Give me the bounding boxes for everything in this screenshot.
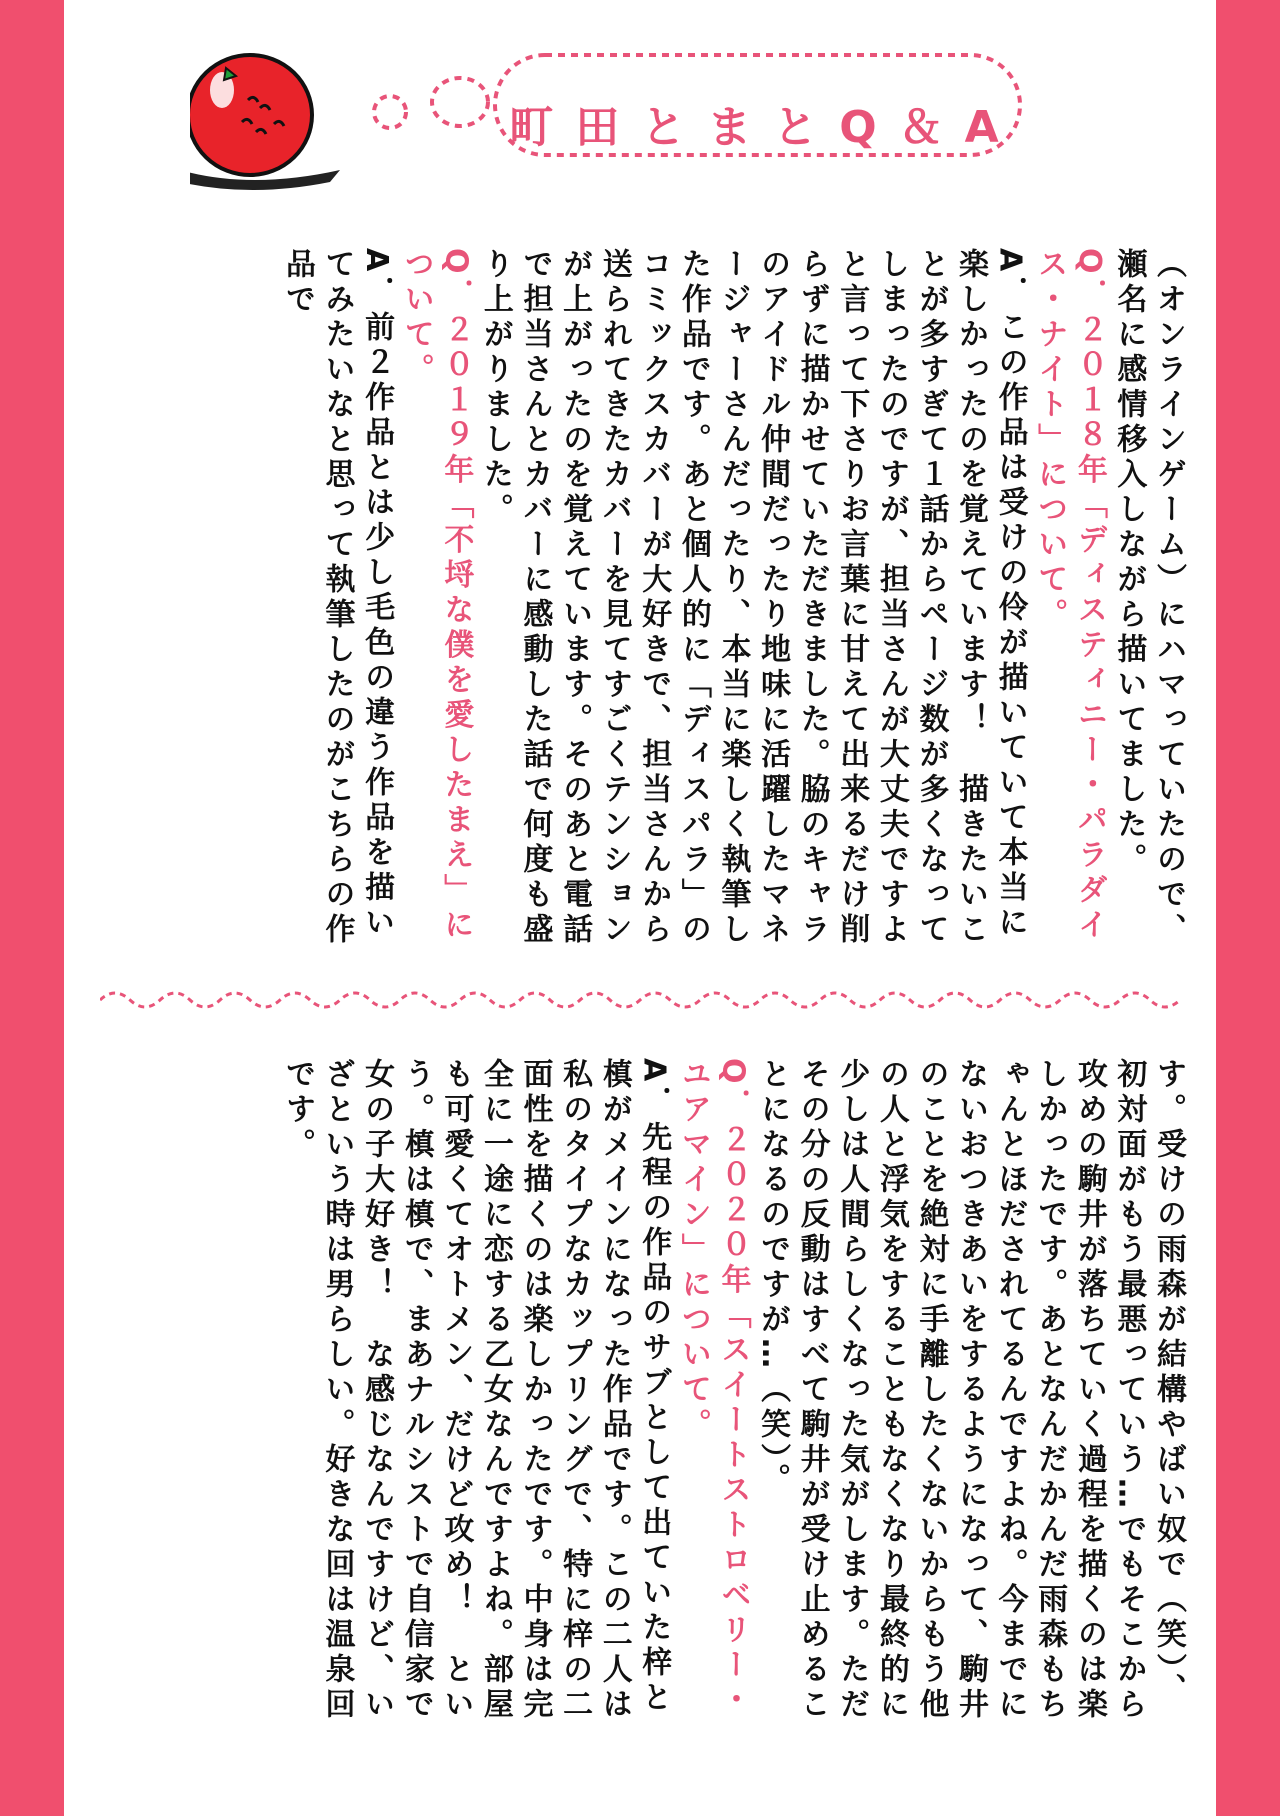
tomato-character-icon: [190, 55, 312, 175]
answer-paragraph: A．前２作品とは少し毛色の違う作品を描いてみたいなと思って執筆したのがこちらの作品で: [279, 248, 395, 948]
question-heading: Q．２０１８年「ディスティニー・パラダイス・ナイト」について。: [1032, 248, 1107, 944]
answer-paragraph: A．この作品は受けの伶が描いていて本当に楽しかったのを覚えています！ 描きたいことが多すぎて１話からページ数が多くなってしまったのですが、担当さんが大丈夫ですよと言って下さりお言葉に甘えて出来るだけ削らずに描かせていただきました。脇のキャラのアイドル仲間だったり地味に活躍したマネージャーさんだったり、本当に楽しく執筆した作品です。あと個人的に「ディスパラ」のコミックスカバーが大好きで、担当さんから送られてきたカバーを見てすごくテンションが上がったのを覚えています。そのあと電話で担当さんとカバーに感動した話で何度も盛り上がりました。: [477, 248, 1028, 948]
qa-section-bottom: [148, 1058, 1188, 1738]
right-side-bar: [1216, 0, 1280, 1816]
answer-paragraph: す。受けの雨森が結構やばい奴で（笑）、初対面がもう最悪っていう…でもそこから攻めの駒井が落ちていく過程を描くのは楽しかったです。あとなんだかんだ雨森もちゃんとほだされてるんですよね。今までにないおつきあいをするようになって、駒井のことを絶対に手離したくないからもう他の人と浮気をすることもなくなり最終的に少しは人間らしくなった気がします。ただその分の反動はすべて駒井が受け止めることになるのですが…（笑）。: [755, 1058, 1186, 1723]
qa-section-top: [148, 248, 1188, 948]
question-heading: Q．２０１９年「不埒な僕を愛したまえ」について。: [398, 248, 474, 944]
wavy-divider: [100, 988, 1180, 1012]
answer-paragraph: A．先程の作品のサブとして出ていた梓と槙がメインになった作品です。この二人は私のタイプなカップリングで、特に梓の二面性を描くのは楽しかったです。中身は完全に一途に恋する乙女なんですよね。部屋も可愛くてオトメン、だけど攻め！ という。槙は槙で、まあナルシストで自信家で女の子大好き！ な感じなんですけど、いざという時は男らしい。好きな回は温泉回です。: [279, 1058, 672, 1723]
page-title: 町田とまとQ＆A: [509, 102, 1021, 153]
paragraph: （オンラインゲーム）にハマっていたので、瀬名に感情移入しながら描いてました。: [1111, 248, 1186, 948]
question-heading: Q．２０２０年「スイートストロベリー・ユアマイン」について。: [675, 1058, 751, 1719]
left-side-bar: [0, 0, 64, 1816]
